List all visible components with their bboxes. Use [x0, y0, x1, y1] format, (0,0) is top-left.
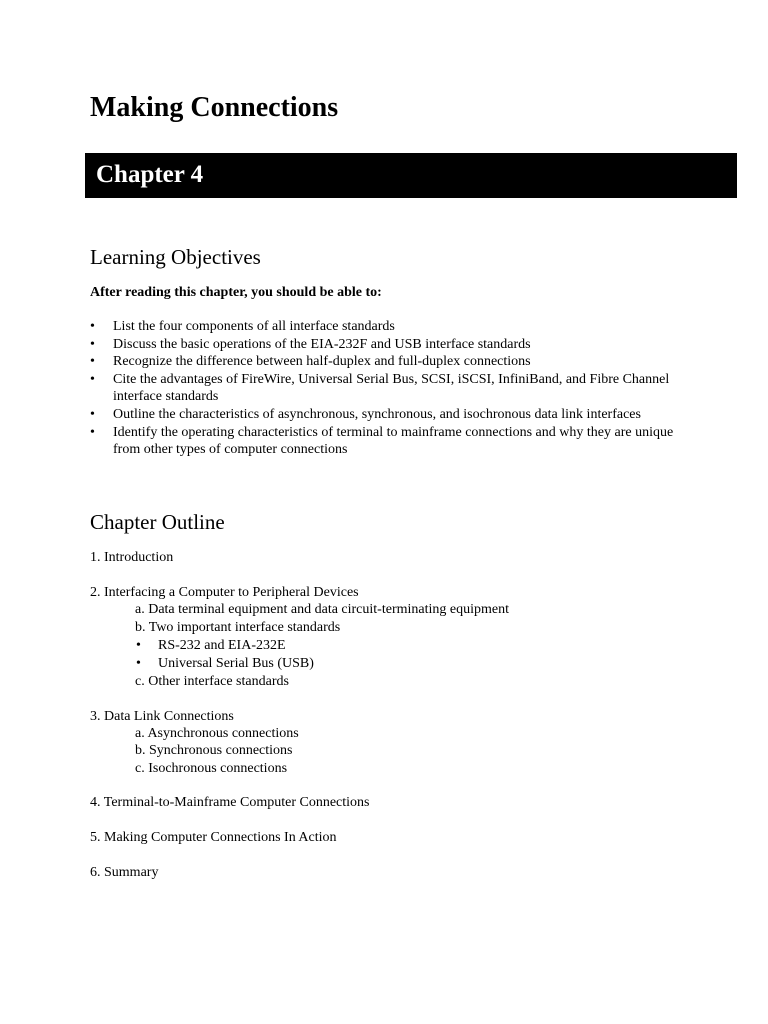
page-title: Making Connections [90, 92, 339, 123]
outline-bullet-text: RS-232 and EIA-232E [158, 638, 286, 653]
outline-section-1: 1. Introduction [90, 550, 174, 565]
outline-section-3: 3. Data Link Connections [90, 709, 234, 724]
bullet-icon: • [136, 638, 141, 653]
bullet-icon: • [90, 407, 95, 423]
chapter-banner [85, 153, 737, 198]
bullet-icon: • [90, 372, 95, 388]
objective-item [90, 336, 690, 353]
objective-text: Recognize the difference between half-duplex and full-duplex connections [113, 354, 531, 370]
objective-item [90, 406, 690, 423]
outline-section-5: 5. Making Computer Connections In Action [90, 830, 337, 845]
outline-subsection: a. Data terminal equipment and data circuit-terminating equipment [135, 602, 509, 617]
bullet-icon: • [90, 354, 95, 370]
objectives-heading: Learning Objectives [90, 245, 261, 269]
outline-section-2: 2. Interfacing a Computer to Peripheral Devices [90, 585, 359, 600]
outline-subsection: c. Isochronous connections [135, 761, 288, 776]
outline-heading: Chapter Outline [90, 510, 225, 534]
objective-text: List the four components of all interface standards [113, 319, 395, 334]
objectives-intro: After reading this chapter, you should be able to: [90, 285, 382, 300]
chapter-label: Chapter 4 [96, 161, 204, 188]
objective-item [90, 318, 690, 335]
objective-text: Discuss the basic operations of the EIA-232F and USB interface standards [113, 336, 531, 352]
outline-bullet-item [136, 655, 314, 672]
objective-item [90, 353, 690, 370]
objectives-list [90, 318, 690, 459]
outline-section-6: 6. Summary [90, 865, 159, 880]
objective-item [90, 371, 690, 406]
bullet-icon: • [136, 656, 141, 671]
bullet-icon: • [90, 424, 95, 440]
objective-text: Identify the operating characteristics of terminal to mainframe connections and why they are unique from other types of computer connections [113, 424, 674, 458]
objective-text: Outline the characteristics of asynchronous, synchronous, and isochronous data link interfaces [113, 407, 641, 423]
outline-bullet-text: Universal Serial Bus (USB) [158, 656, 314, 671]
outline-subsection: b. Two important interface standards [135, 620, 341, 635]
objective-text: Cite the advantages of FireWire, Universal Serial Bus, SCSI, iSCSI, InfiniBand, and Fibre Channel interface standards [113, 372, 670, 405]
objective-item [90, 424, 690, 459]
outline-subsection: a. Asynchronous connections [135, 726, 299, 741]
bullet-icon: • [90, 336, 95, 352]
outline-subsection: b. Synchronous connections [135, 743, 293, 758]
outline-section-4: 4. Terminal-to-Mainframe Computer Connections [90, 795, 370, 810]
bullet-icon: • [90, 319, 95, 334]
outline-subsection: c. Other interface standards [135, 674, 289, 689]
outline-bullet-item [136, 637, 286, 654]
